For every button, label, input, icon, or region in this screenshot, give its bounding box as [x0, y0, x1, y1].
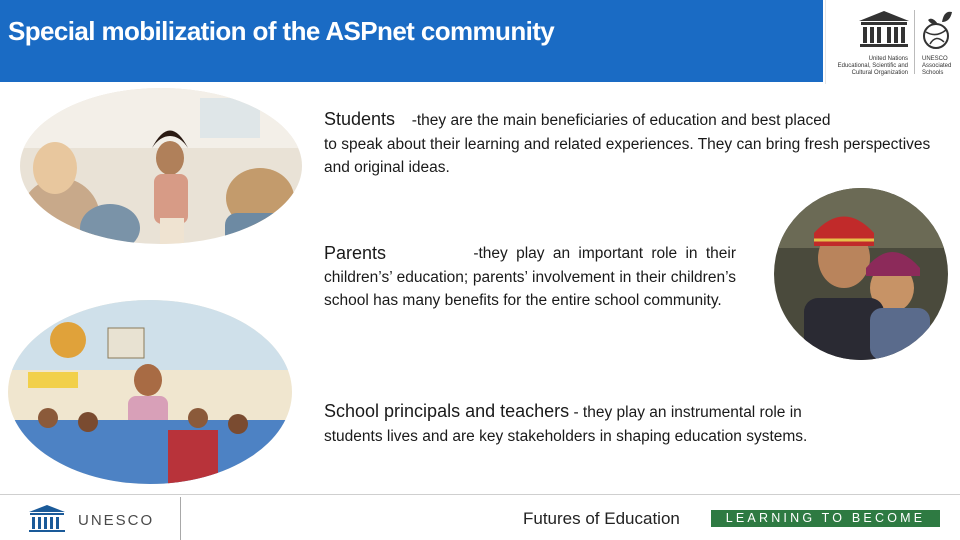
teachers-heading: School principals and teachers — [324, 401, 570, 421]
futures-of-education-label: Futures of Education — [523, 509, 680, 528]
students-text: to speak about their learning and related experiences. They can bring fresh perspectives and original ideas. — [324, 135, 931, 176]
aspnet-globe-icon — [922, 8, 954, 52]
teachers-text: students lives and are key stakeholders in shaping education systems. — [324, 427, 808, 445]
unesco-caption-line: Educational, Scientific and — [837, 63, 908, 69]
teachers-photo — [8, 300, 292, 484]
parents-photo — [774, 188, 948, 360]
logo-area — [825, 0, 960, 84]
footer-unesco-label: UNESCO — [78, 512, 155, 529]
footer-divider — [0, 494, 960, 495]
teachers-text-first: - they play an instrumental role in — [573, 404, 802, 421]
parents-text-first: -they play an important role in their — [473, 245, 736, 262]
aspnet-caption — [922, 56, 951, 77]
teachers-section — [324, 400, 934, 448]
parents-heading: Parents — [324, 243, 387, 263]
teachers-first-line — [324, 400, 934, 425]
students-first-line — [324, 108, 934, 133]
footer-vertical-divider — [180, 497, 181, 540]
unesco-footer-temple-icon — [28, 504, 66, 534]
page-title: Special mobilization of the ASPnet community — [8, 16, 555, 46]
parents-text: children’s’ education; parents’ involvement in their children’s school has many benefits for the entire school community. — [324, 268, 736, 309]
students-text-first: -they are the main beneficiaries of education and best placed — [411, 112, 831, 129]
parents-first-line — [324, 242, 736, 266]
logo-divider — [914, 10, 915, 74]
unesco-caption-line: Cultural Organization — [851, 70, 908, 76]
parents-section — [324, 242, 736, 313]
unesco-caption — [830, 56, 908, 77]
teachers-photo-illustration — [8, 300, 292, 484]
unesco-temple-logo — [858, 10, 910, 50]
header-bar — [0, 0, 823, 82]
unesco-caption-line: United Nations — [868, 56, 908, 62]
students-heading: Students — [324, 109, 396, 129]
parents-photo-illustration — [774, 188, 948, 360]
students-photo — [20, 88, 302, 244]
aspnet-caption-line: Schools — [922, 70, 944, 76]
learning-to-become-banner: LEARNING TO BECOME — [711, 510, 940, 527]
students-photo-illustration — [20, 88, 302, 244]
aspnet-caption-line: Associated — [922, 63, 952, 69]
students-section — [324, 108, 934, 180]
aspnet-caption-line: UNESCO — [922, 56, 948, 62]
